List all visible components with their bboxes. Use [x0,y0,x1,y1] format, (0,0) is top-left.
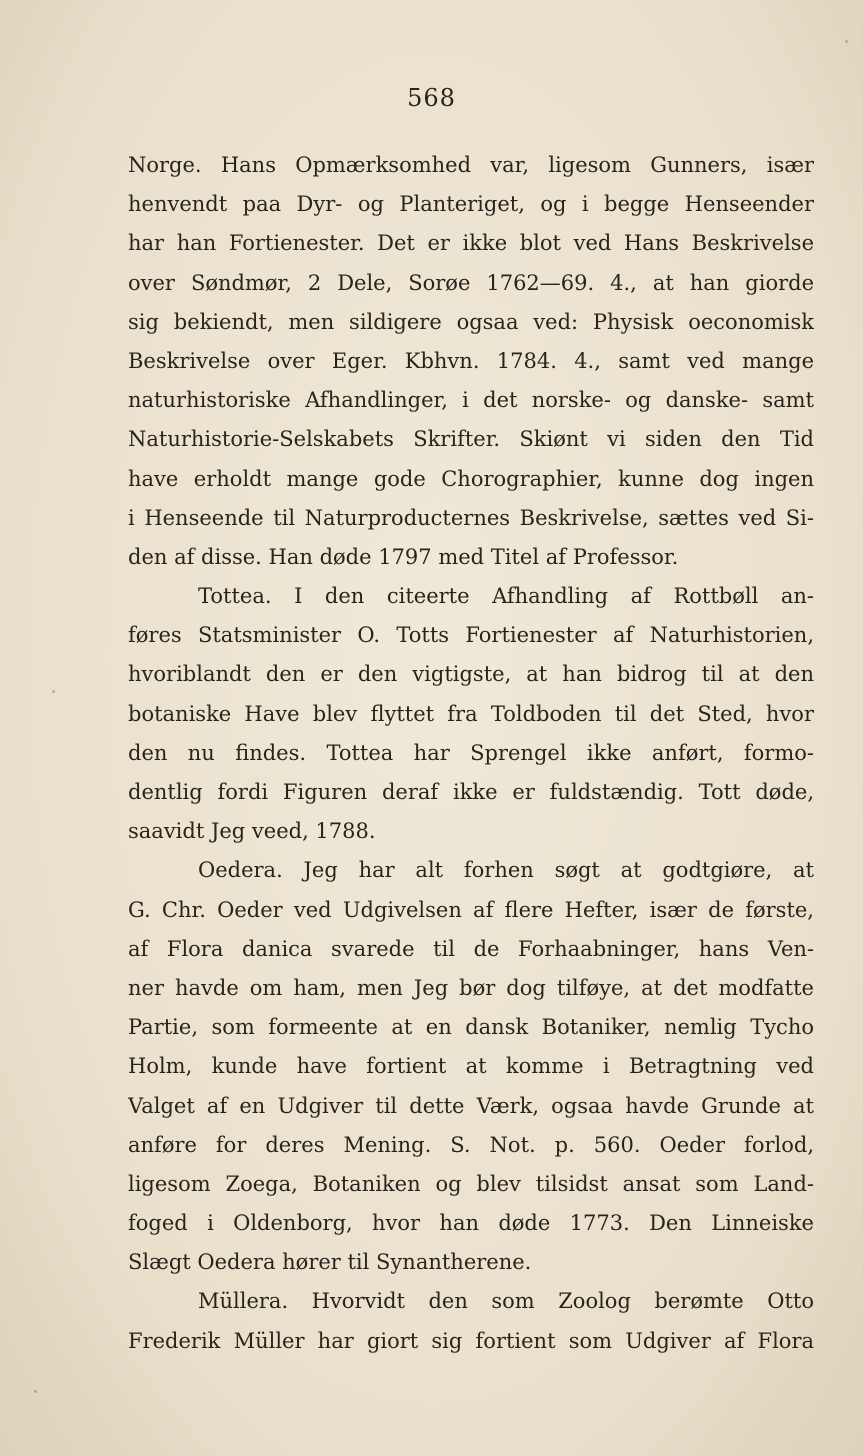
text-line: Partie, som formeente at en dansk Botaniker, nemlig Tycho [128,1015,814,1040]
paper-speck [52,690,55,693]
paper-speck [845,40,848,43]
text-line: Holm, kunde have fortient at komme i Betragtning ved [128,1054,814,1079]
text-line: Naturhistorie-Selskabets Skrifter. Skiønt vi siden den Tid [128,427,814,452]
text-line: ligesom Zoega, Botaniken og blev tilsidst ansat som Land- [128,1171,814,1196]
text-line: Valget af en Udgiver til dette Værk, ogsaa havde Grunde at [128,1093,814,1118]
text-line: naturhistoriske Afhandlinger, i det norske- og danske- samt [128,388,814,413]
text-line: Beskrivelse over Eger. Kbhvn. 1784. 4., samt ved mange [128,348,814,373]
text-line: Oedera. Jeg har alt forhen søgt at godtgiøre, at [198,858,814,883]
text-line: ner havde om ham, men Jeg bør dog tilføye, at det modfatte [128,975,814,1000]
text-line: Müllera. Hvorvidt den som Zoolog berømte Otto [198,1289,814,1314]
text-line: have erholdt mange gode Chorographier, kunne dog ingen [128,466,814,491]
text-line: hvoriblandt den er den vigtigste, at han bidrog til at den [128,662,814,687]
text-line: den af disse. Han døde 1797 med Titel af Professor. [128,544,679,569]
text-line: Norge. Hans Opmærksomhed var, ligesom Gunners, især [128,153,814,177]
text-line: foged i Oldenborg, hvor han døde 1773. Den Linneiske [128,1211,814,1236]
paper-speck [34,1390,37,1393]
text-line: dentlig fordi Figuren deraf ikke er fuldstændig. Tott døde, [128,780,814,804]
text-line: saavidt Jeg veed, 1788. [128,819,376,844]
body-text [128,146,814,1361]
text-line: har han Fortienester. Det er ikke blot ved Hans Beskrivelse [128,231,814,256]
text-line: føres Statsminister O. Totts Fortienester af Naturhistorien, [128,623,814,648]
text-line: den nu findes. Tottea har Sprengel ikke anført, formo- [128,740,814,765]
text-line: i Henseende til Naturproducternes Beskrivelse, sættes ved Si- [128,505,814,530]
text-line: Slægt Oedera hører til Synantherene. [128,1250,532,1275]
text-line: Tottea. I den citeerte Afhandling af Rottbøll an- [198,584,814,609]
text-line: Frederik Müller har giort sig fortient som Udgiver af Flora [128,1328,814,1353]
page-number: 568 [407,84,456,112]
text-line: sig bekiendt, men sildigere ogsaa ved: Physisk oeconomisk [128,309,814,334]
text-line: G. Chr. Oeder ved Udgivelsen af flere Hefter, især de første, [128,897,814,922]
text-line: af Flora danica svarede til de Forhaabninger, hans Ven- [128,936,814,961]
text-line: botaniske Have blev flyttet fra Toldboden til det Sted, hvor [128,701,814,726]
text-line: henvendt paa Dyr- og Planteriget, og i begge Henseender [128,192,814,217]
text-line: anføre for deres Mening. S. Not. p. 560. Oeder forlod, [128,1132,814,1157]
text-line: over Søndmør, 2 Dele, Sorøe 1762—69. 4., at han giorde [128,270,814,295]
